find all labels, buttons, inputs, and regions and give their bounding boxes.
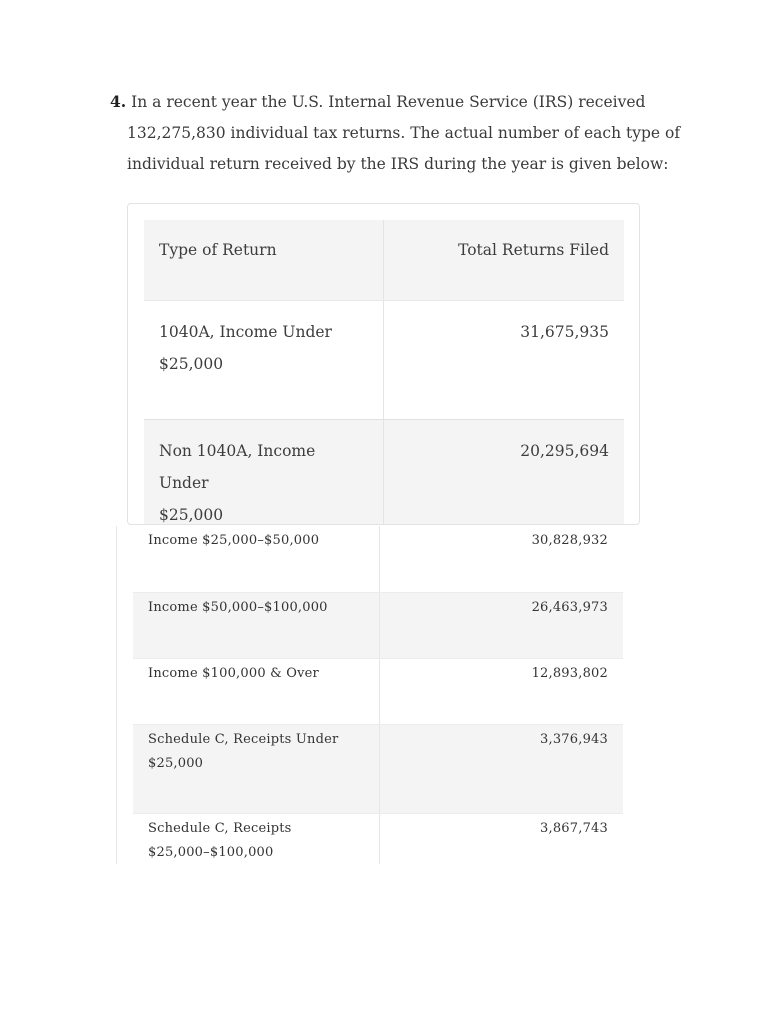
table-row (133, 813, 623, 864)
header-type-of-return: Type of Return (144, 220, 383, 300)
return-type-cell (133, 813, 379, 864)
table-row (133, 658, 623, 724)
total-returns-cell: 30,828,932 (379, 526, 623, 592)
return-type-line: $25,000–$100,000 (148, 844, 274, 860)
table-row (133, 724, 623, 813)
return-type-cell: Income $50,000–$100,000 (133, 592, 379, 658)
return-type-line: 1040A, Income Under (159, 322, 332, 341)
total-returns-cell: 26,463,973 (379, 592, 623, 658)
return-type-line: Non 1040A, Income Under (159, 441, 316, 492)
return-type-line: Schedule C, Receipts (148, 820, 292, 836)
return-type-cell (144, 300, 383, 419)
header-total-returns-filed: Total Returns Filed (383, 220, 624, 300)
returns-table-continued (116, 526, 627, 864)
return-type-cell: Income $25,000–$50,000 (133, 526, 379, 592)
total-returns-cell: 12,893,802 (379, 658, 623, 724)
table-row (133, 592, 623, 658)
question-text (110, 86, 681, 180)
return-type-line: Schedule C, Receipts Under (148, 731, 339, 747)
table-row (144, 419, 624, 525)
return-type-line: $25,000 (159, 354, 224, 373)
table-row (133, 526, 623, 592)
table-header-row (144, 220, 624, 300)
total-returns-cell: 3,376,943 (379, 724, 623, 813)
question-line-3: individual return received by the IRS during the year is given below: (127, 155, 669, 173)
returns-table-card (127, 203, 640, 525)
return-type-cell (144, 419, 383, 525)
return-type-line: $25,000 (159, 505, 224, 524)
returns-table-lower (133, 526, 623, 864)
total-returns-cell: 31,675,935 (383, 300, 624, 419)
question-number: 4. (110, 92, 127, 111)
question-line-1: In a recent year the U.S. Internal Revenue Service (IRS) received (131, 93, 646, 111)
return-type-cell: Income $100,000 & Over (133, 658, 379, 724)
total-returns-cell: 20,295,694 (383, 419, 624, 525)
table-row (144, 300, 624, 419)
question-line-2: 132,275,830 individual tax returns. The actual number of each type of (127, 124, 681, 142)
total-returns-cell: 3,867,743 (540, 820, 608, 836)
returns-table-upper (144, 220, 624, 525)
return-type-line: $25,000 (148, 755, 204, 771)
return-type-cell (133, 724, 379, 813)
